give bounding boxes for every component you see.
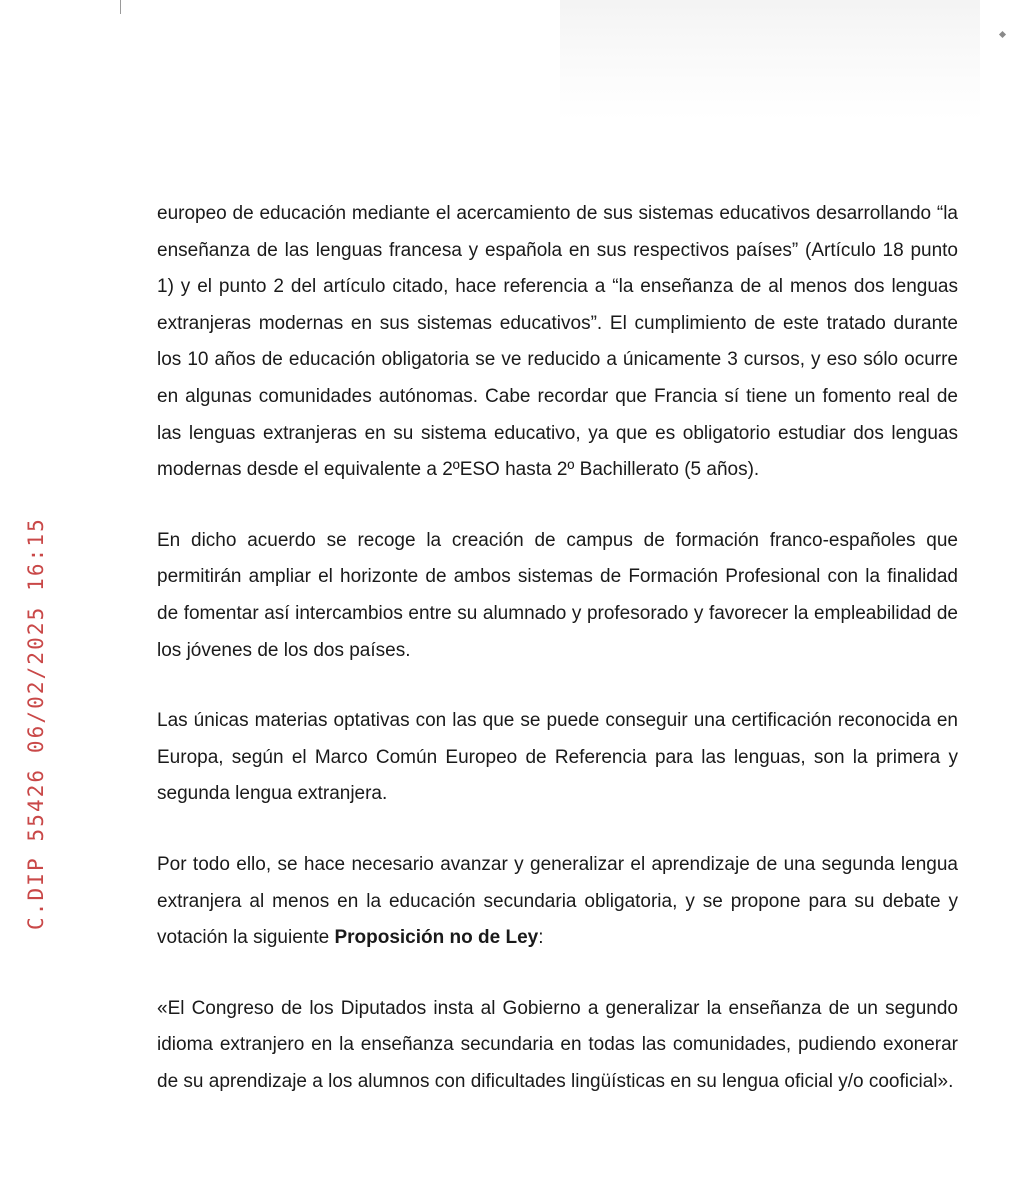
paragraph-campus: En dicho acuerdo se recoge la creación de campus de formación franco-españoles que permitirán ampliar el horizonte de ambos sistemas de Formación Profesional con la finalidad de fomentar así intercambios entre su alumnado y profesorado y favorecer la empleabilidad de los jóvenes de los dos países.	[157, 529, 958, 661]
proposal-intro-text: Por todo ello, se hace necesario avanzar y generalizar el aprendizaje de una segunda lengua extranjera al menos en la educación secundaria obligatoria, y se propone para su debate y votación la siguiente	[157, 853, 958, 949]
proposal-title: Proposición no de Ley	[334, 927, 539, 949]
document-body	[157, 196, 958, 1100]
paragraph-optional-subjects: Las únicas materias optativas con las que se puede conseguir una certificación reconocida en Europa, según el Marco Común Europeo de Referencia para las lenguas, son la primera y segunda lengua extranjera.	[157, 710, 958, 805]
proposal-colon: :	[538, 927, 544, 949]
scan-dot	[999, 31, 1006, 38]
scan-smudge	[560, 0, 980, 120]
paragraph-resolution: «El Congreso de los Diputados insta al Gobierno a generalizar la enseñanza de un segundo idioma extranjero en la enseñanza secundaria en todas las comunidades, pudiendo exonerar de su aprendizaje a los alumnos con dificultades lingüísticas en su lengua oficial y/o cooficial».	[157, 997, 958, 1092]
paragraph-treaty: europeo de educación mediante el acercamiento de sus sistemas educativos desarrollando “la enseñanza de las lenguas francesa y española en sus respectivos países” (Artículo 18 punto 1) y el punto 2 del artículo citado, hace referencia a “la enseñanza de al menos dos lenguas extranjeras modernas en sus sistemas educativos”. El cumplimiento de este tratado durante los 10 años de educación obligatoria se ve reducido a únicamente 3 cursos, y eso sólo ocurre en algunas comunidades autónomas. Cabe recordar que Francia sí tiene un fomento real de las lenguas extranjeras en su sistema educativo, ya que es obligatorio estudiar dos lenguas modernas desde el equivalente a 2ºESO hasta 2º Bachillerato (5 años).	[157, 203, 958, 481]
registry-stamp: C.DIP 55426 06/02/2025 16:15	[24, 517, 48, 930]
scan-edge-mark	[120, 0, 121, 14]
paragraph-proposal-intro	[157, 847, 958, 957]
